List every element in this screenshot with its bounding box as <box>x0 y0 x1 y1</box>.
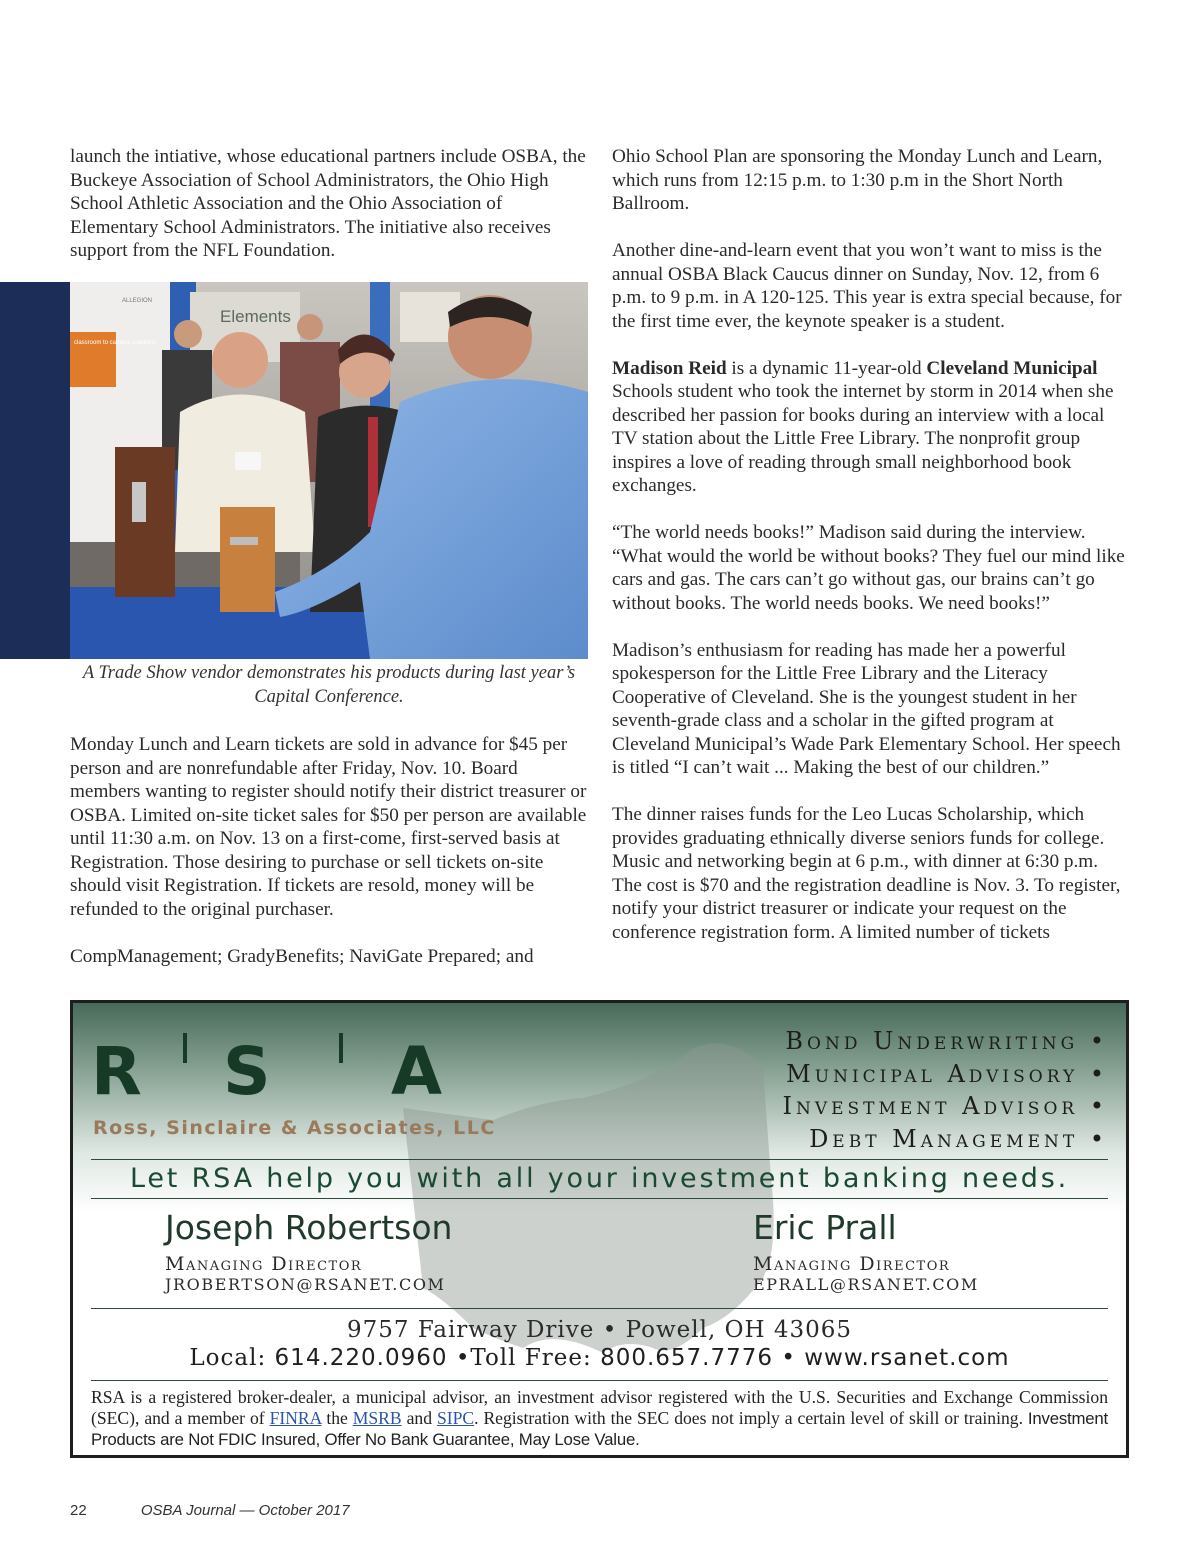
toll-label: •Toll Free: <box>455 1345 592 1371</box>
address: 9757 Fairway Drive • Powell, OH 43065 <box>346 1317 852 1343</box>
brand-text: ALLEGION <box>122 298 153 304</box>
paragraph: The dinner raises funds for the Leo Lucas Scholarship, which provides graduating ethnically diverse seniors funds for college. Music and networking begin at 6 p.m., with dinner at 6:30 p.m. The cost is $70 and the registration deadline is Nov. 3. To register, notify your district treasurer or indicate your request on the conference registration form. A limited number of tickets <box>612 804 1121 943</box>
divider <box>91 1198 1108 1199</box>
paragraph: Monday Lunch and Learn tickets are sold in advance for $45 per person and are nonrefundable after Friday, Nov. 10. Board members wanting to register should notify their district treasurer or OSBA. Limited on-site ticket sales for $50 per person are available until 11:30 a.m. on Nov. 13 on a first-come, first-served basis at Registration. Those desiring to purchase or sell tickets on-site should visit Registration. If tickets are resold, money will be refunded to the original purchaser. <box>70 734 587 920</box>
left-column-top <box>70 145 590 263</box>
divider <box>91 1308 1108 1309</box>
rsa-advertisement <box>70 1000 1129 1458</box>
left-column-bottom <box>70 733 592 968</box>
toll-phone: 800.657.7776 <box>600 1345 774 1371</box>
company-name: Ross, Sinclaire & Associates, LLC <box>93 1117 496 1139</box>
service-item: Investment Advisor • <box>782 1092 1108 1120</box>
tagline: Let RSA help you with all your investment banking needs. <box>130 1163 1069 1194</box>
contact-prall <box>753 1208 979 1294</box>
accent-bar <box>0 282 70 659</box>
paragraph: CompManagement; GradyBenefits; NaviGate Prepared; and <box>70 945 534 967</box>
divider <box>91 1159 1108 1160</box>
contact-email[interactable]: JROBERTSON@RSANET.COM <box>165 1275 446 1294</box>
booth-sign: Elements <box>220 307 291 326</box>
local-phone: 614.220.0960 <box>274 1345 448 1371</box>
banner-text: classroom to campus solutions <box>74 340 157 346</box>
trade-show-photo <box>70 282 588 659</box>
sipc-link[interactable]: SIPC <box>436 1407 475 1428</box>
website[interactable]: • www.rsanet.com <box>781 1345 1010 1371</box>
bold-school: Cleveland Municipal <box>926 357 1098 379</box>
contact-email[interactable]: EPRALL@RSANET.COM <box>753 1275 979 1294</box>
contact-name: Eric Prall <box>753 1208 897 1247</box>
journal-title: OSBA Journal — October 2017 <box>140 1502 350 1519</box>
local-label: Local: <box>189 1345 267 1371</box>
paragraph: Madison’s enthusiasm for reading has made her a powerful spokesperson for the Little Free Library and the Literacy Cooperative of Cleveland. She is the youngest student in her seventh-grade class and a scholar in the gifted program at Cleveland Municipal’s Wade Park Elementary School. Her speech is titled “I can’t wait ... Making the best of our children.” <box>612 639 1121 778</box>
paragraph: Ohio School Plan are sponsoring the Monday Lunch and Learn, which runs from 12:15 p.m. to 1:30 p.m in the Short North Ballroom. <box>612 146 1103 214</box>
service-item: Debt Management • <box>809 1124 1108 1153</box>
paragraph: “The world needs books!” Madison said during the interview. “What would the world be without books? They fuel our mind like cars and gas. The cars can’t go without gas, our brains can’t go without books. The world needs books. We need books!” <box>612 522 1125 614</box>
logo-letter: S <box>223 1033 271 1110</box>
paragraph: Madison Reid is a dynamic 11-year-old Cleveland Municipal Schools student who took the internet by storm in 2014 when she described her passion for books during an interview with a local TV station about the Little Free Library. The nonprofit group inspires a love of reading through small neighborhood book exchanges. <box>612 357 1114 496</box>
logo-divider <box>183 1033 187 1063</box>
services-list <box>782 1025 1108 1155</box>
logo-divider <box>339 1033 343 1063</box>
msrb-link[interactable]: MSRB <box>352 1407 402 1428</box>
paragraph: Another dine-and-learn event that you won’t want to miss is the annual OSBA Black Caucus dinner on Sunday, Nov. 12, from 6 p.m. to 9 p.m. in A 120-125. This year is extra special because, for the first time ever, the keynote speaker is a student. <box>612 240 1122 332</box>
contact-robertson <box>165 1208 452 1294</box>
right-column <box>612 145 1132 944</box>
paragraph: launch the intiative, whose educational partners include OSBA, the Buckeye Association of School Administrators, the Ohio High School Athletic Association and the Ohio Association of Elementary School Administrators. The initiative also receives support from the NFL Foundation. <box>70 146 586 261</box>
service-item: Bond Underwriting • <box>785 1027 1108 1055</box>
page-number: 22 <box>70 1502 87 1519</box>
disclaimer: RSA is a registered broker-dealer, a municipal advisor, an investment advisor registered with the U.S. Securities and Exchange Commission (SEC), and a member of FINRA the MSRB and SIPC. Registration with the SEC does not imply a certain level of skill or training. Investment Products are Not FDIC Insured, Offer No Bank Guarantee, May Lose Value. <box>91 1387 1109 1449</box>
divider <box>91 1380 1108 1381</box>
logo-letter: A <box>391 1033 443 1110</box>
page-footer <box>70 1502 350 1519</box>
phone-line <box>73 1345 1126 1371</box>
contact-name: Joseph Robertson <box>165 1208 453 1247</box>
contact-title: Managing Director <box>753 1253 951 1275</box>
finra-link[interactable]: FINRA <box>269 1407 322 1428</box>
service-item: Municipal Advisory • <box>786 1059 1108 1088</box>
logo-letter: R <box>91 1033 142 1110</box>
bold-name: Madison Reid <box>612 357 727 379</box>
contact-title: Managing Director <box>165 1253 363 1275</box>
photo-caption: A Trade Show vendor demonstrates his products during last year’s Capital Conference. <box>82 663 576 707</box>
